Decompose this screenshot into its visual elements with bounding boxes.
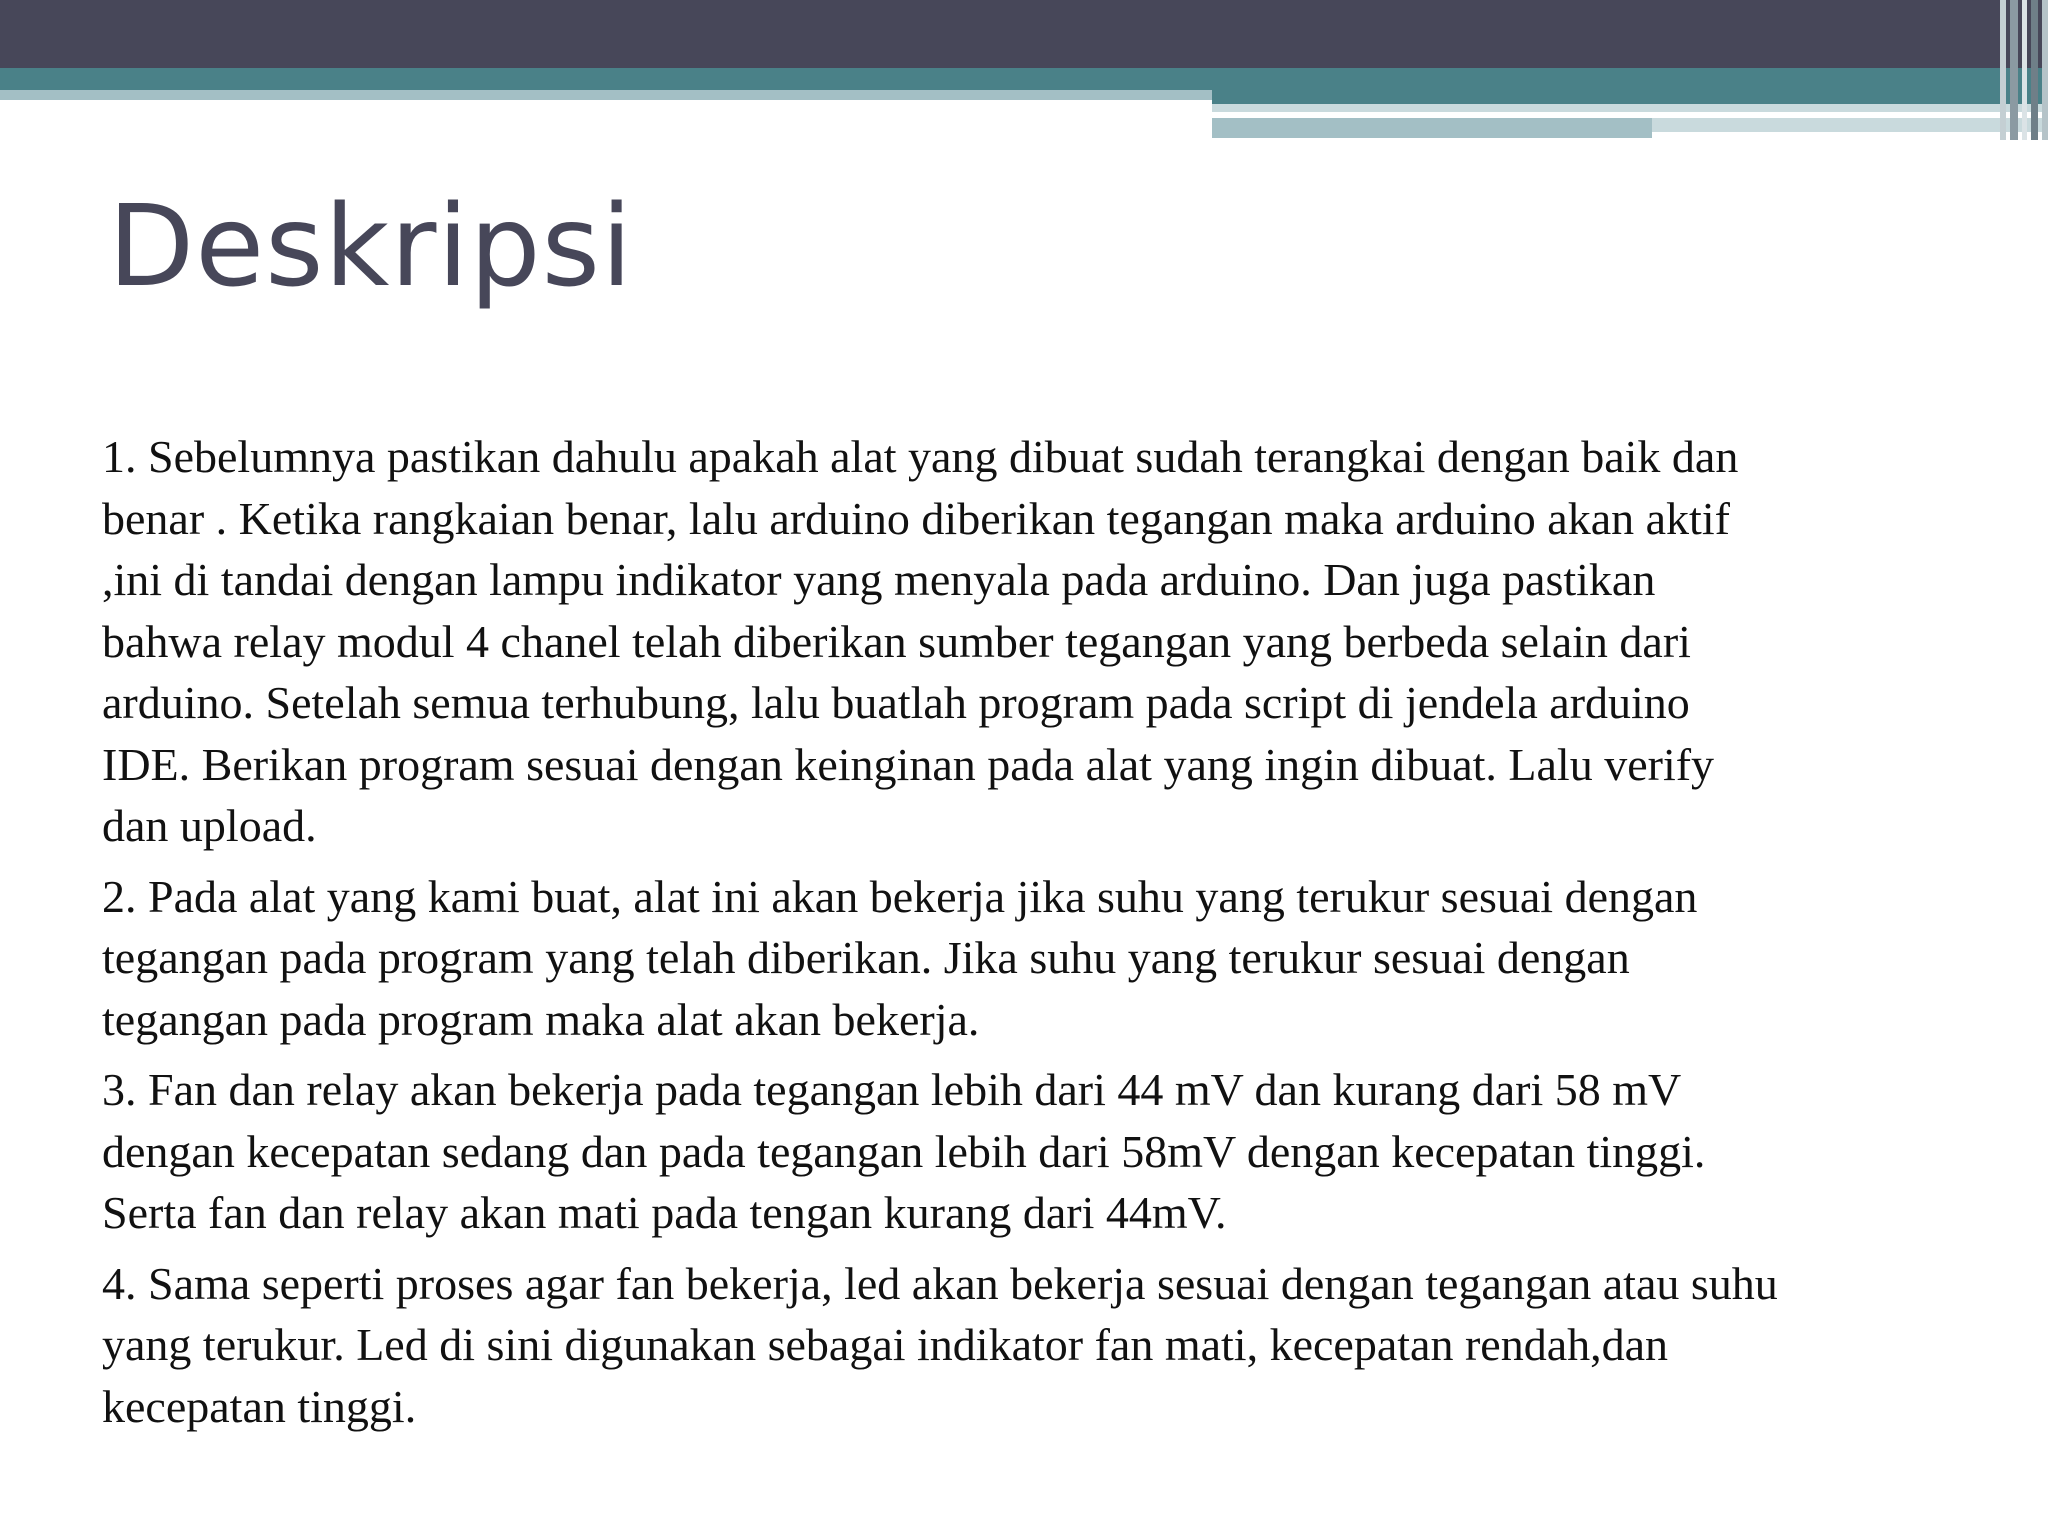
header-band-light-right xyxy=(1212,104,2048,112)
stripe xyxy=(2010,0,2018,140)
paragraph-3: 3. Fan dan relay akan bekerja pada tegangan lebih dari 44 mV dan kurang dari 58 mV dengan kecepatan sedang dan pada tegangan lebih dari 58mV dengan kecepatan tinggi. Serta fan dan relay akan mati pada tengan kurang dari 44mV. xyxy=(102,1064,1706,1238)
paragraph-4: 4. Sama seperti proses agar fan bekerja, led akan bekerja sesuai dengan tegangan atau suhu yang terukur. Led di sini digunakan sebagai indikator fan mati, kecepatan rendah,dan kecepatan tinggi. xyxy=(102,1257,1778,1432)
stripe xyxy=(2000,0,2006,140)
header-band-light-right-lower xyxy=(1212,118,1652,138)
header-band-light-left xyxy=(0,90,1212,100)
slide-title: Deskripsi xyxy=(108,182,634,312)
paragraph-2: 2. Pada alat yang kami buat, alat ini akan bekerja jika suhu yang terukur sesuai dengan tegangan pada program yang telah diberikan. Jika suhu yang terukur sesuai dengan tegangan pada program maka alat akan bekerja. xyxy=(102,870,1698,1045)
paragraph-1: 1. Sebelumnya pastikan dahulu apakah alat yang dibuat sudah terangkai dengan baik dan benar . Ketika rangkaian benar, lalu arduino diberikan tegangan maka arduino akan aktif ,ini di tandai dengan lampu indikator yang menyala pada arduino. Dan juga pastikan bahwa relay modul 4 chanel telah diberikan sumber tegangan yang berbeda selain dari arduino. Setelah semua terhubung, lalu buatlah program pada script di jendela arduino IDE. Berikan program sesuai dengan keinginan pada alat yang ingin dibuat. Lalu verify dan upload. xyxy=(102,431,1739,851)
slide-body xyxy=(102,426,1982,1446)
stripe xyxy=(2022,0,2027,140)
header-band-teal-right xyxy=(1212,90,2048,104)
header-band-dark xyxy=(0,0,2048,68)
header-band-teal xyxy=(0,68,2048,90)
corner-stripes-decoration xyxy=(1996,0,2048,140)
stripe xyxy=(2031,0,2038,140)
header-band-pale-right-lower xyxy=(1652,118,2048,132)
stripe xyxy=(2042,0,2048,140)
